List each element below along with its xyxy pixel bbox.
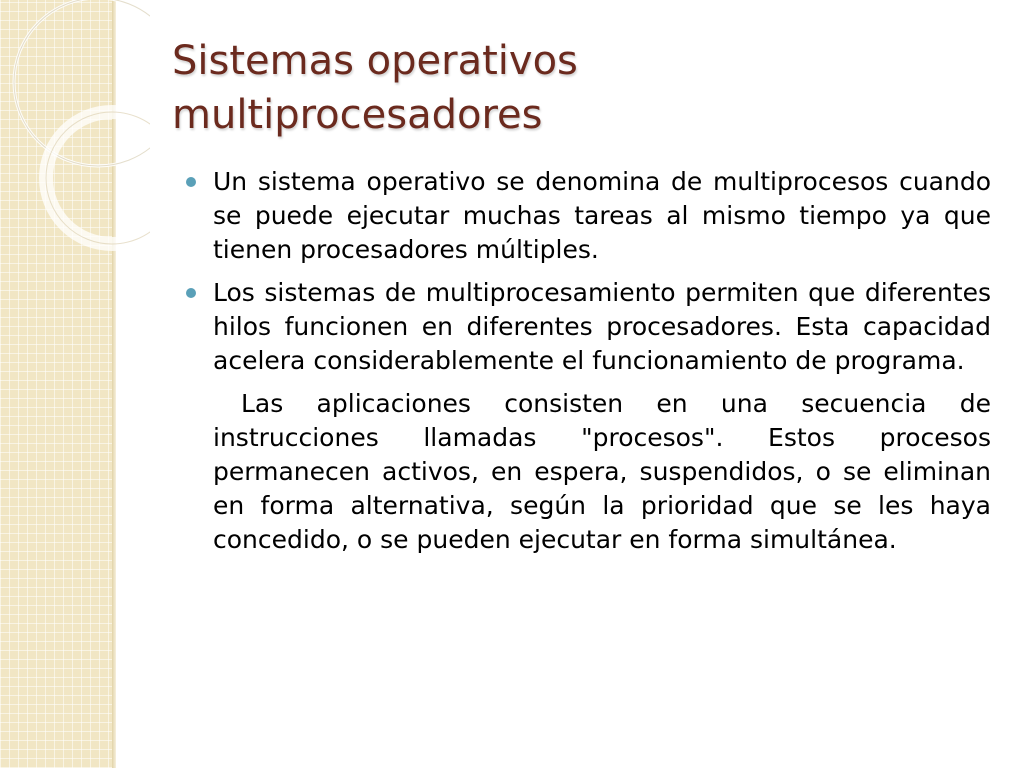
bullet-dot-icon [186, 288, 196, 298]
slide-title-line-1: Sistemas operativos [172, 38, 578, 84]
decorative-ring-large [14, 0, 150, 166]
bullet-list [186, 165, 991, 378]
slide-title-line-2: multiprocesadores [172, 92, 543, 138]
slide-body [186, 165, 991, 557]
slide-title [172, 34, 992, 142]
bullet-item [186, 276, 991, 378]
decorative-rings [0, 0, 150, 260]
bullet-text: Los sistemas de multiprocesamiento permiten que diferentes hilos funcionen en diferentes procesadores. Esta capacidad acelera considerablemente el funcionamiento de programa. [213, 278, 991, 375]
bullet-dot-icon [186, 177, 196, 187]
decorative-ring-small [46, 112, 150, 244]
continuation-paragraph: Las aplicaciones consisten en una secuencia de instrucciones llamadas "procesos". Estos procesos permanecen activos, en espera, suspendidos, o se eliminan en forma alternativa, según la prioridad que se les haya concedido, o se pueden ejecutar en forma simultánea. [213, 389, 991, 554]
bullet-text: Un sistema operativo se denomina de multiprocesos cuando se puede ejecutar muchas tareas al mismo tiempo ya que tienen procesadores múltiples. [213, 167, 991, 264]
bullet-item [186, 165, 991, 267]
